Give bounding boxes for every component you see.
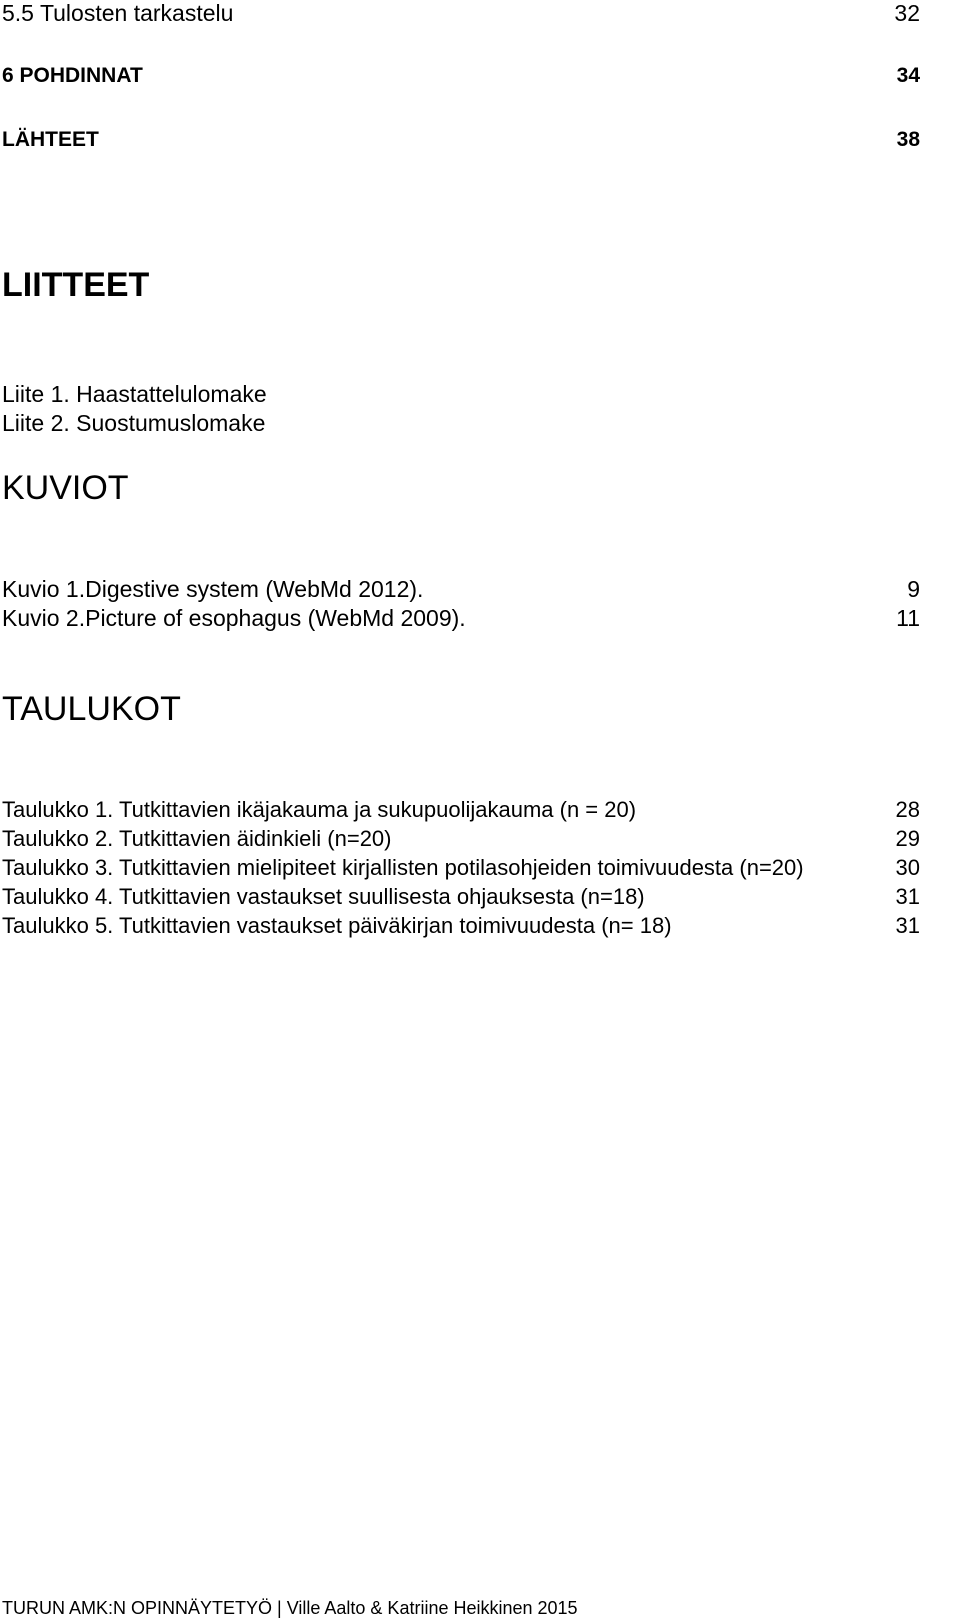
toc-entry-label: 5.5 Tulosten tarkastelu (2, 0, 234, 26)
taulukko-entry-page: 28 (895, 797, 920, 822)
page-footer: TURUN AMK:N OPINNÄYTETYÖ | Ville Aalto & Katriine Heikkinen 2015 (2, 1598, 578, 1618)
taulukko-entry-label: Taulukko 1. Tutkittavien ikäjakauma ja sukupuolijakauma (n = 20) (2, 797, 637, 822)
taulukko-entry-5[interactable] (2, 913, 920, 939)
kuvio-entry-page: 11 (896, 605, 920, 631)
toc-entry-page: 38 (896, 128, 920, 151)
taulukot-heading: TAULUKOT (2, 690, 181, 728)
taulukko-entry-3[interactable] (2, 855, 920, 881)
toc-entry-page: 34 (896, 64, 920, 87)
taulukko-entry-4[interactable] (2, 884, 920, 910)
toc-entry-page: 32 (894, 0, 920, 26)
taulukko-entry-page: 31 (895, 884, 920, 909)
taulukko-entry-page: 29 (895, 826, 920, 851)
toc-entry-label: LÄHTEET (2, 128, 99, 151)
toc-entry-label: 6 POHDINNAT (2, 64, 143, 87)
liite-item-1: Liite 1. Haastattelulomake (2, 381, 267, 407)
kuviot-heading: KUVIOT (2, 469, 129, 507)
taulukko-entry-label: Taulukko 2. Tutkittavien äidinkieli (n=20) (2, 826, 392, 851)
liite-item-2: Liite 2. Suostumuslomake (2, 410, 266, 436)
taulukko-entry-label: Taulukko 5. Tutkittavien vastaukset päiväkirjan toimivuudesta (n= 18) (2, 913, 672, 938)
taulukko-entry-page: 31 (895, 913, 920, 938)
kuvio-entry-page: 9 (907, 576, 920, 602)
kuvio-entry-label: Kuvio 2.Picture of esophagus (WebMd 2009). (2, 605, 466, 631)
taulukko-entry-label: Taulukko 4. Tutkittavien vastaukset suullisesta ohjauksesta (n=18) (2, 884, 645, 909)
toc-entry-tulosten-tarkastelu[interactable] (2, 0, 920, 27)
liitteet-heading: LIITTEET (2, 266, 150, 304)
toc-entry-lahteet[interactable] (2, 128, 920, 152)
taulukko-entry-1[interactable] (2, 797, 920, 823)
kuvio-entry-2[interactable] (2, 605, 920, 632)
kuvio-entry-1[interactable] (2, 576, 920, 603)
taulukko-entry-label: Taulukko 3. Tutkittavien mielipiteet kirjallisten potilasohjeiden toimivuudesta (n=20) (2, 855, 804, 880)
toc-entry-pohdinnat[interactable] (2, 64, 920, 88)
taulukko-entry-2[interactable] (2, 826, 920, 852)
kuvio-entry-label: Kuvio 1.Digestive system (WebMd 2012). (2, 576, 424, 602)
taulukko-entry-page: 30 (895, 855, 920, 880)
